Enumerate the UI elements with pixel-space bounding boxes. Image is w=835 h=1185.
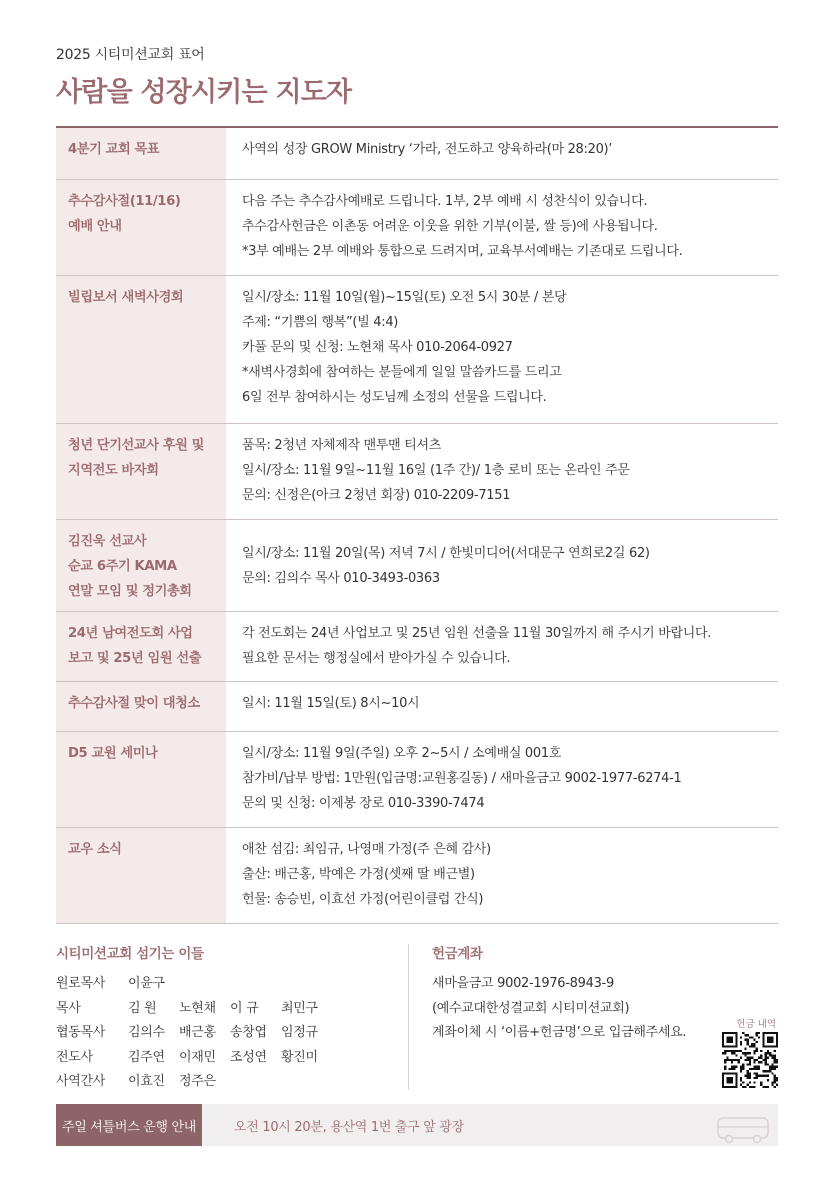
- account-line: 계좌이체 시 ‘이름+헌금명’으로 입금해주세요.: [432, 1025, 687, 1040]
- notice-row: [56, 520, 778, 612]
- notice-line: 애찬 섬김: 최임규, 나영매 가정(주 은혜 감사): [242, 842, 491, 857]
- notice-label: [56, 520, 226, 611]
- page-title: 사람을 성장시키는 지도자: [56, 77, 352, 108]
- notice-label-line: 지역전도 바자회: [68, 463, 159, 478]
- staff-name: 송창엽: [230, 1025, 267, 1040]
- notice-line: *새벽사경회에 참여하는 분들에게 일일 말씀카드를 드리고: [242, 365, 562, 380]
- staff-list: [56, 972, 406, 1095]
- staff-name: 배근홍: [179, 1025, 216, 1040]
- notice-label-line: 빌립보서 새벽사경회: [68, 290, 184, 305]
- notice-label: [56, 180, 226, 275]
- staff-name: 이효진: [128, 1074, 165, 1089]
- qr-label: 헌금 내역: [736, 1019, 776, 1030]
- notice-line: 다음 주는 추수감사예배로 드립니다. 1부, 2부 예배 시 성찬식이 있습니다.: [242, 194, 648, 209]
- staff-role: 사역간사: [56, 1074, 106, 1089]
- notice-line: 추수감사헌금은 이촌동 어려운 이웃을 위한 기부(이불, 쌀 등)에 사용됩니다.: [242, 219, 658, 234]
- notice-line: 사역의 성장 GROW Ministry ‘가라, 전도하고 양육하라(마 28:20)’: [242, 142, 613, 157]
- staff-name: 조성연: [230, 1049, 267, 1065]
- notice-label: [56, 732, 226, 827]
- staff-name: 이 규: [230, 1000, 259, 1016]
- notice-label-line: 4분기 교회 목표: [68, 142, 160, 157]
- notice-label-line: 순교 6주기 KAMA: [68, 559, 177, 574]
- shuttle-bus-bar: [56, 1104, 778, 1146]
- notice-label: [56, 128, 226, 179]
- notice-body: [226, 732, 778, 827]
- notice-line: 문의: 김의수 목사 010-3493-0363: [242, 570, 440, 586]
- notice-line: 일시/장소: 11월 9일~11월 16일 (1주 간)/ 1층 로비 또는 온라인 주문: [242, 463, 630, 478]
- staff-row: [56, 1046, 406, 1071]
- notice-label: [56, 828, 226, 923]
- bottom-section: [56, 942, 778, 1090]
- staff-role: 전도사: [56, 1049, 93, 1065]
- notice-line: 참가비/납부 방법: 1만원(입금명:교원홍길동) / 새마을금고 9002-1977-6274-1: [242, 771, 682, 786]
- staff-name: 정주은: [179, 1074, 216, 1089]
- notice-row: [56, 682, 778, 732]
- notice-row: [56, 276, 778, 424]
- account-section: [432, 942, 778, 1046]
- notice-line: *3부 예배는 2부 예배와 통합으로 드려지며, 교육부서예배는 기존대로 드립니다.: [242, 244, 683, 259]
- account-line: (예수교대한성결교회 시티미션교회): [432, 1000, 630, 1016]
- notice-line: 일시/장소: 11월 9일(주일) 오후 2~5시 / 소예배실 001호: [242, 746, 562, 761]
- church-motto: 2025 시티미션교회 표어: [56, 47, 205, 63]
- bus-icon: [714, 1112, 772, 1144]
- notice-label-line: 추수감사절(11/16): [68, 194, 181, 209]
- notice-label-line: 청년 단기선교사 후원 및: [68, 438, 204, 453]
- staff-title: 시티미션교회 섬기는 이들: [56, 946, 204, 962]
- notice-line: 주제: “기쁨의 행복”(빌 4:4): [242, 315, 399, 330]
- notice-label: [56, 682, 226, 731]
- notice-label-line: 24년 남여전도회 사업: [68, 626, 193, 641]
- staff-name: 이윤구: [128, 976, 165, 991]
- notice-label-line: 예배 안내: [68, 219, 122, 234]
- notice-row: [56, 732, 778, 828]
- notice-label: [56, 612, 226, 681]
- staff-names: [128, 1021, 332, 1046]
- staff-name: 황진미: [281, 1049, 318, 1065]
- staff-row: [56, 997, 406, 1022]
- staff-name: 노현채: [179, 1000, 216, 1016]
- page-header: [56, 44, 351, 109]
- notice-label: [56, 276, 226, 423]
- staff-row: [56, 972, 406, 997]
- notice-line: 일시: 11월 15일(토) 8시~10시: [242, 696, 420, 711]
- notice-line: 각 전도회는 24년 사업보고 및 25년 임원 선출을 11월 30일까지 해 주시기 바랍니다.: [242, 626, 712, 641]
- notice-body: [226, 424, 778, 519]
- notice-body: [226, 276, 778, 423]
- notice-label: [56, 424, 226, 519]
- notice-label-line: 보고 및 25년 임원 선출: [68, 651, 202, 666]
- shuttle-bus-label: 주일 셔틀버스 운행 안내: [56, 1104, 202, 1146]
- notice-body: [226, 520, 778, 611]
- notice-body: [226, 682, 778, 731]
- notice-line: 카풀 문의 및 신청: 노현채 목사 010-2064-0927: [242, 340, 513, 355]
- staff-name: 이재민: [179, 1049, 216, 1065]
- staff-role: 원로목사: [56, 976, 106, 991]
- notice-label-line: 추수감사절 맞이 대청소: [68, 696, 200, 711]
- notice-row: [56, 828, 778, 924]
- notice-line: 문의: 신정은(아크 2청년 회장) 010-2209-7151: [242, 488, 511, 503]
- notice-line: 품목: 2청년 자체제작 맨투맨 티셔츠: [242, 438, 441, 453]
- notice-body: [226, 828, 778, 923]
- staff-row: [56, 1070, 406, 1095]
- notice-row: [56, 128, 778, 180]
- notice-line: 6일 전부 참여하시는 성도님께 소정의 선물을 드립니다.: [242, 390, 547, 405]
- staff-name: 김주연: [128, 1049, 165, 1065]
- notice-line: 일시/장소: 11월 10일(월)~15일(토) 오전 5시 30분 / 본당: [242, 290, 567, 305]
- notice-line: 필요한 문서는 행정실에서 받아가실 수 있습니다.: [242, 651, 511, 666]
- notice-row: [56, 180, 778, 276]
- notice-body: [226, 612, 778, 681]
- notice-label-line: 김진욱 선교사: [68, 534, 147, 549]
- staff-names: [128, 1070, 230, 1095]
- notice-row: [56, 424, 778, 520]
- notice-line: 일시/장소: 11월 20일(목) 저녁 7시 / 한빛미디어(서대문구 연희로2길 62): [242, 545, 650, 561]
- staff-names: [128, 972, 179, 997]
- notice-label-line: 교우 소식: [68, 842, 122, 857]
- staff-role: 협동목사: [56, 1025, 106, 1040]
- notice-line: 헌물: 송승빈, 이효선 가정(어린이클럽 간식): [242, 892, 484, 907]
- staff-role: 목사: [56, 1000, 81, 1016]
- notice-table: [56, 126, 778, 924]
- notice-line: 문의 및 신청: 이제봉 장로 010-3390-7474: [242, 796, 485, 811]
- staff-names: [128, 1046, 332, 1071]
- notice-row: [56, 612, 778, 682]
- account-title: 헌금계좌: [432, 946, 483, 962]
- notice-body: [226, 128, 778, 179]
- staff-name: 김 원: [128, 1000, 157, 1016]
- qr-code-icon[interactable]: [722, 1032, 778, 1088]
- section-divider: [408, 944, 409, 1090]
- staff-name: 최민구: [281, 1000, 318, 1016]
- staff-name: 임정규: [281, 1025, 318, 1040]
- account-line: 새마을금고 9002-1976-8943-9: [432, 976, 614, 991]
- notice-label-line: D5 교원 세미나: [68, 746, 158, 761]
- shuttle-bus-info: 오전 10시 20분, 용산역 1번 출구 앞 광장: [234, 1119, 464, 1135]
- staff-names: [128, 997, 332, 1022]
- staff-section: [56, 942, 406, 1095]
- staff-row: [56, 1021, 406, 1046]
- notice-label-line: 연말 모임 및 정기총회: [68, 584, 192, 599]
- staff-name: 김의수: [128, 1025, 165, 1040]
- notice-body: [226, 180, 778, 275]
- notice-line: 출산: 배근홍, 박예은 가정(셋째 딸 배근별): [242, 867, 475, 882]
